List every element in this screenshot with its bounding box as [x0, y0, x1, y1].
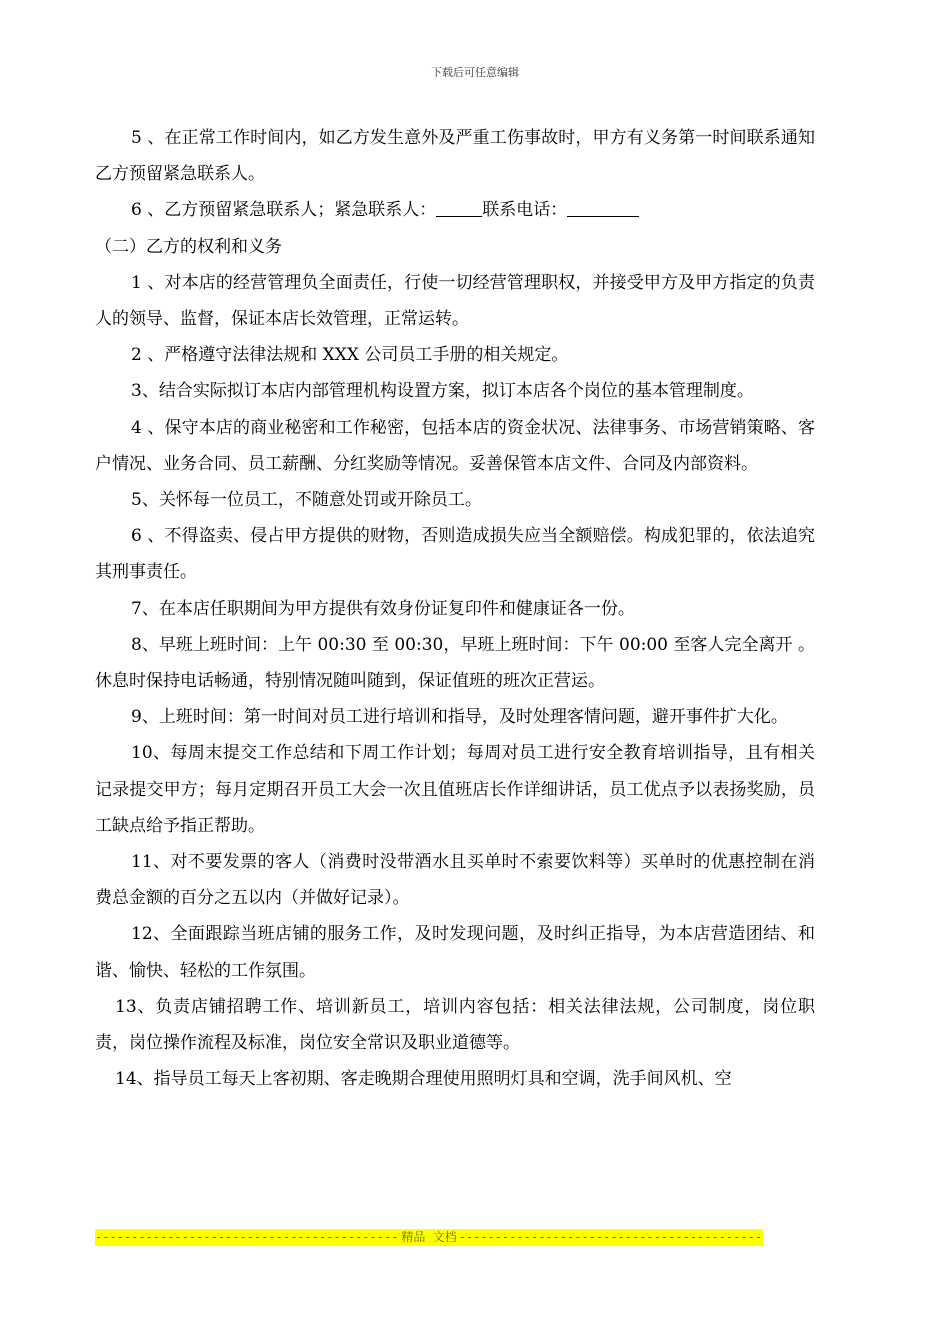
contact-phone-blank — [567, 198, 639, 217]
contact-name-blank — [436, 198, 482, 217]
clause-10: 10、每周末提交工作总结和下周工作计划；每周对员工进行安全教育培训指导，且有相关记录提交甲方；每月定期召开员工大会一次且值班店长作详细讲话，员工优点予以表扬奖励，员工缺点给予指正帮助。 — [95, 743, 815, 836]
clause-9: 9、上班时间：第一时间对员工进行培训和指导，及时处理客情问题，避开事件扩大化。 — [131, 707, 788, 728]
footer-dash-left — [95, 1229, 399, 1246]
section-heading: （二）乙方的权利和义务 — [95, 236, 282, 257]
clause-6: 6 、不得盗卖、侵占甲方提供的财物，否则造成损失应当全额赔偿。构成犯罪的，依法追究其刑事责任。 — [95, 526, 815, 583]
clause-14: 14、指导员工每天上客初期、客走晚期合理使用照明灯具和空调，洗手间风机、空 — [115, 1069, 732, 1090]
page-header: 下载后可任意编辑 — [431, 66, 519, 79]
clause-2: 2 、严格遵守法律法规和 XXX 公司员工手册的相关规定。 — [131, 345, 569, 366]
phone-label: 联系电话： — [482, 200, 568, 221]
clause-11: 11、对不要发票的客人（消费时没带酒水且买单时不索要饮料等）买单时的优惠控制在消费总金额的百分之五以内（并做好记录）。 — [95, 852, 815, 909]
clause-5: 5、关怀每一位员工，不随意处罚或开除员工。 — [131, 490, 482, 511]
clause-1: 1 、对本店的经营管理负全面责任，行使一切经营管理职权，并接受甲方及甲方指定的负责人的领导、监督，保证本店长效管理，正常运转。 — [95, 272, 815, 330]
footer-label: 精品 文档 — [401, 1230, 457, 1244]
page-footer-banner — [95, 1229, 763, 1246]
paragraph-5: 5 、在正常工作时间内，如乙方发生意外及严重工伤事故时，甲方有义务第一时间联系通知乙方预留紧急联系人。 — [95, 128, 815, 185]
footer-dash-right — [459, 1229, 763, 1246]
clause-12: 12、全面跟踪当班店铺的服务工作，及时发现问题，及时纠正指导，为本店营造团结、和谐、愉快、轻松的工作氛围。 — [95, 924, 815, 981]
clause-8: 8、早班上班时间：上午 00:30 至 00:30，早班上班时间：下午 00:00 至客人完全离开 。休息时保持电话畅通，特别情况随叫随到，保证值班的班次正营运。 — [95, 634, 815, 692]
clause-7: 7、在本店任职期间为甲方提供有效身份证复印件和健康证各一份。 — [131, 598, 635, 619]
clause-3: 3、结合实际拟订本店内部管理机构设置方案，拟订本店各个岗位的基本管理制度。 — [131, 381, 754, 402]
paragraph-6-contact — [95, 192, 815, 228]
clause-13: 13、负责店铺招聘工作、培训新员工，培训内容包括：相关法律法规，公司制度，岗位职责，岗位操作流程及标准，岗位安全常识及职业道德等。 — [95, 996, 815, 1054]
document-body — [95, 120, 815, 1097]
clause-4: 4 、保守本店的商业秘密和工作秘密，包括本店的资金状况、法律事务、市场营销策略、客户情况、业务合同、员工薪酬、分红奖励等情况。妥善保管本店文件、合同及内部资料。 — [95, 417, 815, 474]
contact-label: 6 、乙方预留紧急联系人；紧急联系人： — [131, 200, 437, 221]
